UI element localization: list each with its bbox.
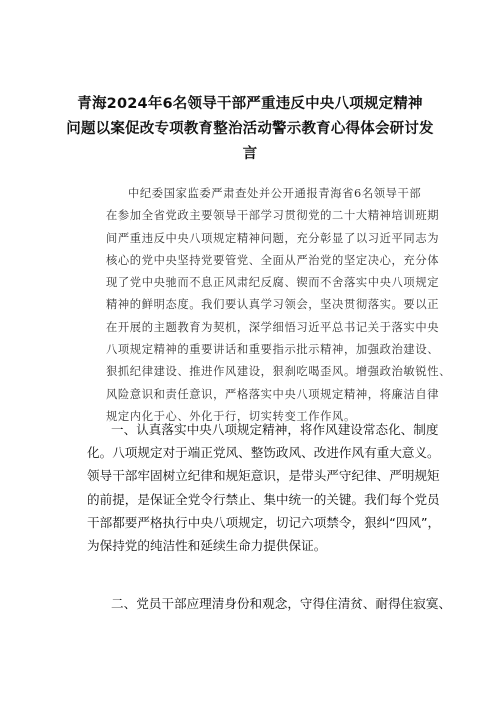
paragraph-line: 核心的党中央坚持党要管党、全面从严治党的坚定决心，充分体 [106, 253, 440, 267]
paragraph-line: 化。八项规定对于端正党风、整饬政风、改进作风有重大意义。 [87, 445, 440, 461]
document-title [60, 92, 440, 167]
paragraph-line: 在开展的主题教育为契机，深学细悟习近平总书记关于落实中央 [106, 320, 440, 334]
title-line: 言 [242, 146, 258, 162]
paragraph-line: 精神的鲜明态度。我们要认真学习领会，坚决贯彻落实。要以正 [106, 298, 440, 312]
paragraph-line: 间严重违反中央八项规定精神问题，充分彰显了以习近平同志为 [106, 231, 440, 245]
paragraph-line: 现了党中央驰而不息正风肃纪反腐、锲而不舍落实中央八项规定 [106, 276, 440, 290]
paragraph-line: 狠抓纪律建设、推进作风建设，狠刹吃喝歪风。增强政治敏锐性、 [106, 365, 452, 379]
paragraph-line: 规定内化于心、外化于行，切实转变工作作风。 [106, 409, 356, 423]
paragraph-line: 为保持党的纯洁性和延续生命力提供保证。 [87, 538, 327, 554]
section-two-paragraph [87, 592, 452, 615]
title-line: 问题以案促改专项教育整治活动警示教育心得体会研讨发 [66, 121, 434, 137]
paragraph-line: 二、党员干部应理清身份和观念，守得住清贫、耐得住寂寞、 [111, 596, 452, 611]
paragraph-line: 干部都要严格执行中央八项规定，切记六项禁令，狠纠“四风”， [87, 514, 441, 530]
paragraph-line: 一、认真落实中央八项规定精神，将作风建设常态化、制度 [111, 422, 439, 437]
section-one-paragraph [87, 418, 447, 557]
paragraph-line: 的前提，是保证全党令行禁止、集中统一的关键。我们每个党员 [87, 491, 440, 507]
paragraph-line: 八项规定精神的重要讲话和重要指示批示精神，加强政治建设、 [106, 343, 440, 357]
paragraph-line: 在参加全省党政主要领导干部学习贯彻党的二十大精神培训班期 [106, 209, 440, 223]
paragraph-line: 中纪委国家监委严肃查处并公开通报青海省6名领导干部 [128, 187, 422, 200]
intro-paragraph [106, 183, 452, 428]
title-line: 青海2024年6名领导干部严重违反中央八项规定精神 [77, 96, 423, 112]
paragraph-line: 领导干部牢固树立纪律和规矩意识，是带头严守纪律、严明规矩 [87, 468, 440, 484]
paragraph-line: 风险意识和责任意识，严格落实中央八项规定精神，将廉洁自律 [106, 387, 440, 401]
